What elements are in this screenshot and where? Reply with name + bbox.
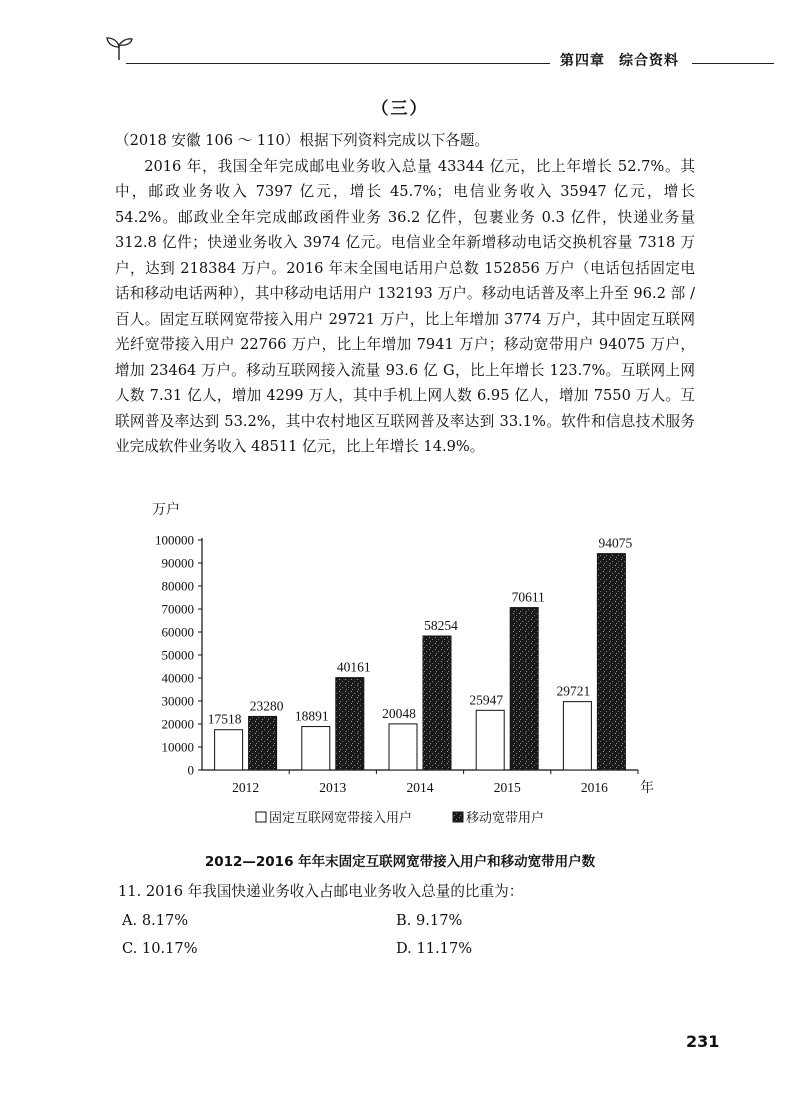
data-label-fixed: 17518 — [207, 711, 242, 727]
y-tick-label: 50000 — [161, 647, 194, 663]
page-header — [0, 0, 800, 80]
x-tick-label: 2015 — [493, 780, 521, 795]
bar-fixed-broadband — [563, 702, 591, 770]
chapter-label: 第四章 — [560, 53, 605, 69]
bar-fixed-broadband — [476, 710, 504, 770]
bar-chart — [128, 498, 688, 838]
question-stem: 11. 2016 年我国快递业务收入占邮电业务收入总量的比重为： — [118, 883, 524, 900]
y-tick-label: 90000 — [161, 555, 194, 571]
y-tick-label: 40000 — [161, 670, 194, 686]
bar-fixed-broadband — [215, 730, 243, 770]
y-axis-unit-label: 万户 — [152, 503, 180, 518]
x-tick-label: 2012 — [232, 780, 260, 795]
source-line: （2018 安徽 106 ～ 110）根据下列资料完成以下各题。 — [115, 132, 490, 149]
y-tick-label: 60000 — [161, 624, 194, 640]
y-tick-label: 0 — [187, 762, 194, 778]
y-tick-label: 100000 — [155, 532, 194, 548]
chart-caption: 2012—2016 年年末固定互联网宽带接入用户和移动宽带用户数 — [204, 854, 596, 870]
header-rule-right — [692, 63, 774, 64]
y-tick-label: 10000 — [161, 739, 194, 755]
y-tick-label: 70000 — [161, 601, 194, 617]
chart-canvas — [128, 498, 688, 838]
data-label-mobile: 58254 — [424, 618, 458, 634]
bar-fixed-broadband — [302, 727, 330, 770]
option-d[interactable]: D. 11.17% — [396, 940, 473, 957]
bar-mobile-broadband — [423, 636, 451, 770]
y-tick-label: 20000 — [161, 716, 194, 732]
data-label-mobile: 70611 — [511, 589, 545, 605]
chapter-heading — [560, 50, 679, 70]
x-tick-label: 2013 — [319, 780, 347, 795]
data-label-fixed: 25947 — [469, 692, 504, 708]
legend-swatch-mobile — [453, 812, 463, 822]
data-label-mobile: 94075 — [598, 535, 633, 551]
passage-text: 2016 年，我国全年完成邮电业务收入总量 43344 亿元，比上年增长 52.7%。其中，邮政业务收入 7397 亿元，增长 45.7%；电信业务收入 35947 亿元，增长 54.2%。邮政业全年完成邮政函件业务 36.2 亿件，包裹业务 0.3 亿件，快递业务量 312.8 亿件；快递业务收入 3974 亿元。电信业全年新增移动电话交换机容量 7318 万户，达到 218384 万户。2016 年末全国电话用户总数 152856 万户（电话包括固定电话和移动电话两种），其中移动电话用户 132193 万户。移动电话普及率上升至 96.2 部 / 百人。固定互联网宽带接入用户 29721 万户，比上年增加 3774 万户，其中固定互联网光纤宽带接入用户 22766 万户，比上年增加 7941 万户；移动宽带用户 94075 万户，增加 23464 万户。移动互联网接入流量 93.6 亿 G，比上年增长 123.7%。互联网上网人数 7.31 亿人，增加 4299 万人，其中手机上网人数 6.95 亿人，增加 7550 万人。互联网普及率达到 53.2%，其中农村地区互联网普及率达到 33.1%。软件和信息技术服务业完成软件业务收入 48511 亿元，比上年增长 14.9%。 — [115, 157, 695, 455]
bar-fixed-broadband — [389, 724, 417, 770]
legend-label-fixed: 固定互联网宽带接入用户 — [269, 810, 413, 825]
header-rule-left — [126, 63, 550, 64]
option-c[interactable]: C. 10.17% — [122, 940, 198, 957]
option-a[interactable]: A. 8.17% — [122, 912, 189, 929]
page-number: 231 — [686, 1032, 720, 1051]
data-label-mobile: 23280 — [249, 698, 284, 714]
y-tick-label: 80000 — [161, 578, 194, 594]
legend-swatch-fixed — [256, 812, 266, 822]
data-label-mobile: 40161 — [336, 659, 371, 675]
bar-mobile-broadband — [510, 608, 538, 770]
bar-mobile-broadband — [597, 554, 625, 770]
bar-mobile-broadband — [336, 678, 364, 770]
option-b[interactable]: B. 9.17% — [396, 912, 463, 929]
x-axis-unit-label: 年 — [640, 781, 654, 796]
data-label-fixed: 20048 — [382, 705, 416, 721]
data-label-fixed: 18891 — [294, 708, 329, 724]
passage — [115, 128, 695, 460]
bar-mobile-broadband — [249, 716, 277, 770]
section-title: （三） — [371, 99, 429, 119]
sprout-icon — [104, 32, 134, 62]
legend-label-mobile: 移动宽带用户 — [466, 810, 545, 825]
x-tick-label: 2016 — [580, 780, 608, 795]
section-label: 综合资料 — [619, 53, 679, 69]
y-tick-label: 30000 — [161, 693, 194, 709]
data-label-fixed: 29721 — [556, 683, 591, 699]
x-tick-label: 2014 — [406, 780, 434, 795]
